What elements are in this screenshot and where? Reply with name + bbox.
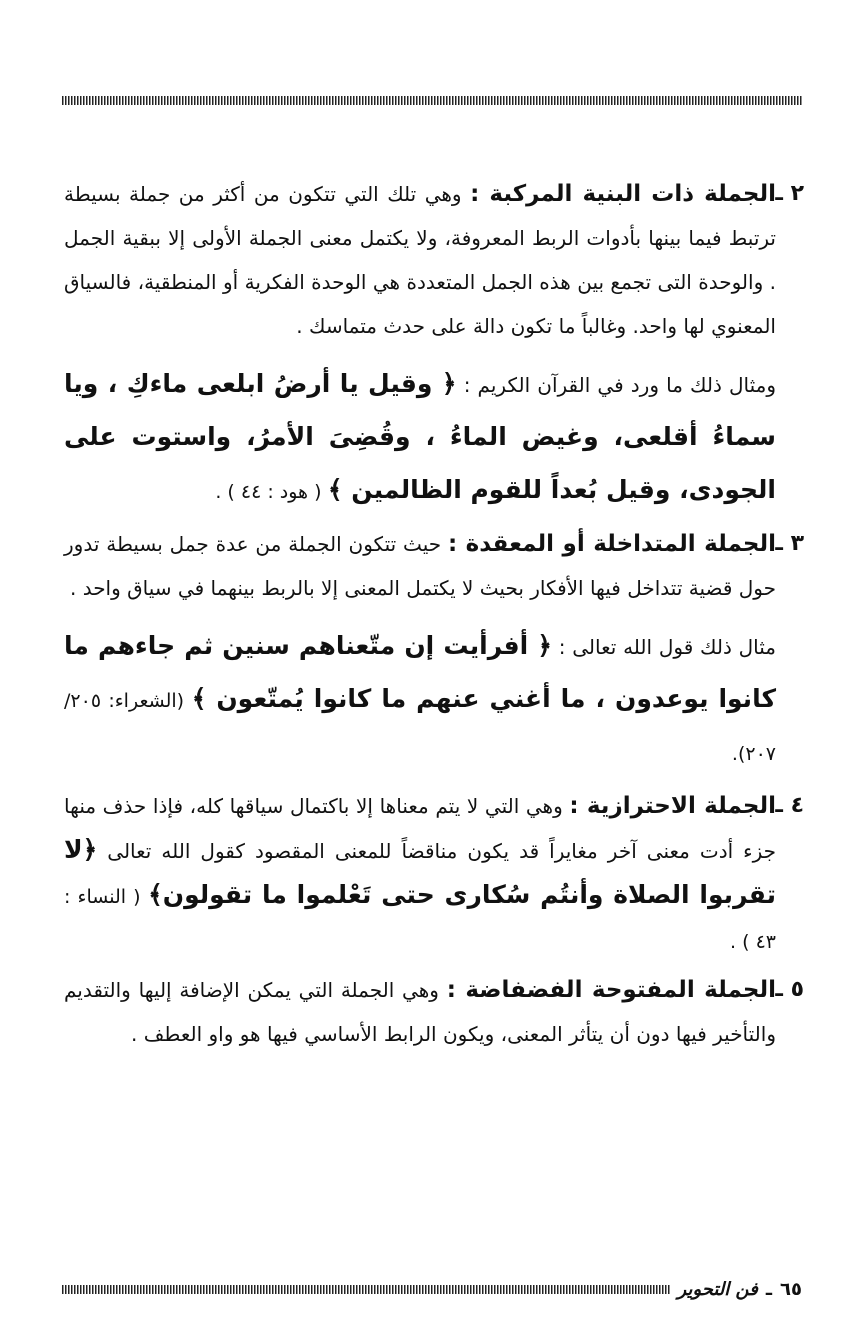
item-body: حيث تتكون الجملة من عدة جمل بسيطة تدور حول قضية تتداخل فيها الأفكار بحيث لا يكتمل المعنى إلا بالربط بينهما في سياق واحد .: [64, 532, 776, 600]
example-block: [64, 358, 776, 518]
page-footer: [62, 1274, 802, 1304]
item-heading: الجملة الاحترازية :: [569, 793, 776, 819]
example-intro: مثال ذلك قول الله تعالى :: [558, 635, 777, 659]
item-number: ٥ ـ: [775, 977, 804, 1002]
quote-text: ﴿ أفرأيت إن متّعناهم سنين ثم جاءهم ما كانوا يوعدون ، ما أغني عنهم ما كانوا يُمتّعون ﴾: [64, 631, 776, 713]
top-rule: [62, 96, 802, 105]
footer-separator: ـ: [765, 1278, 773, 1300]
item-heading: الجملة ذات البنية المركبة :: [470, 181, 776, 207]
running-title: فن التحوير: [677, 1278, 758, 1300]
item-body: وهي التي لا يتم معناها إلا باكتمال سياقها كله، فإذا حذف منها جزء أدت معنى آخر مغايراً قد يكون مناقضاً للمعنى المقصود كقول الله تعالى: [64, 794, 776, 863]
footer-rule: [62, 1285, 670, 1294]
list-item-2: [64, 172, 804, 518]
item-heading: الجملة المتداخلة أو المعقدة :: [447, 531, 777, 557]
item-number: ٣ ـ: [775, 531, 804, 556]
quote-text: ﴿لا تقربوا الصلاة وأنتُم سُكارى حتى تَعْلموا ما تقولون﴾: [64, 835, 776, 909]
example-intro: ومثال ذلك ما ورد في القرآن الكريم :: [463, 373, 777, 397]
page-content: [64, 172, 804, 1056]
list-item-3: [64, 522, 804, 780]
quote-reference: ( هود : ٤٤ ) .: [215, 481, 322, 503]
quote-text: ﴿ وقيل يا أرضُ ابلعى ماءكِ ، ويا سماءُ أقلعى، وغيض الماءُ ، وقُضِىَ الأمرُ، واستوت على الجودى، وقيل بُعداً للقوم الظالمين ﴾: [64, 369, 776, 504]
example-block: [64, 620, 776, 780]
list-item-5: [64, 968, 804, 1056]
quote-reference: ( النساء : ٤٣ ) .: [64, 886, 776, 953]
item-number: ٤ ـ: [775, 793, 804, 818]
page-number: ٦٥: [780, 1278, 802, 1300]
quote-reference: (الشعراء: ٢٠٥/ ٢٠٧).: [64, 690, 776, 765]
item-body: وهي تلك التي تتكون من أكثر من جملة بسيطة ترتبط فيما بينها بأدوات الربط المعروفة، ولا يكتمل معنى الجملة الأولى إلا ببقية الجمل . والوحدة التى تجمع بين هذه الجمل المتعددة هي الوحدة الفكرية أو المنطقية، فالسياق المعنوي لها واحد. وغالباً ما تكون دالة على حدث متماسك .: [64, 182, 776, 338]
list-item-4: [64, 784, 804, 964]
item-heading: الجملة المفتوحة الفضفاضة :: [446, 977, 776, 1003]
item-body: وهي الجملة التي يمكن الإضافة إليها والتقديم والتأخير فيها دون أن يتأثر المعنى، ويكون الرابط الأساسي فيها هو واو العطف .: [64, 978, 776, 1046]
item-number: ٢ ـ: [775, 181, 804, 206]
